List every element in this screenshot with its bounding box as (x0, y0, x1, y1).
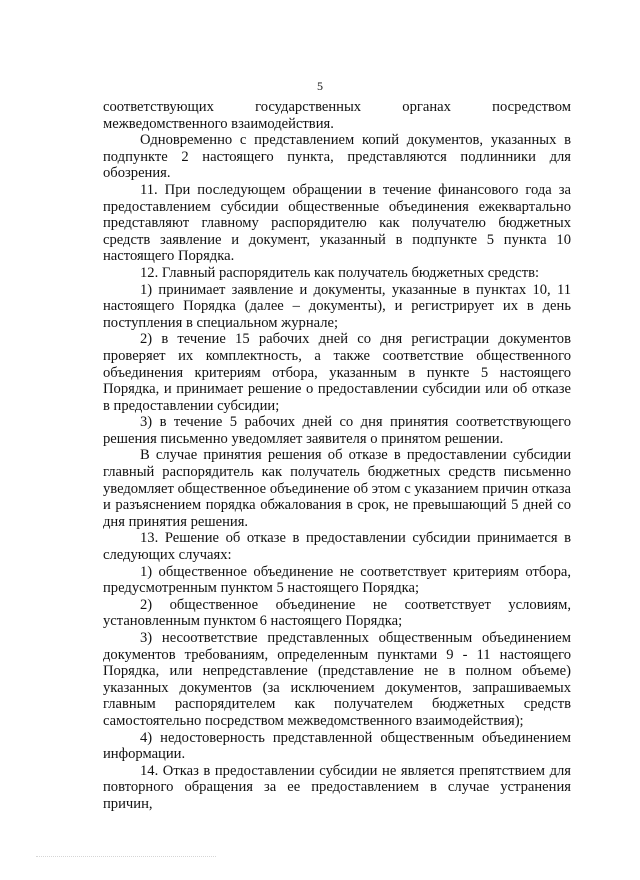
document-body (103, 99, 571, 813)
paragraph-item-12-1: 1) принимает заявление и документы, указанные в пунктах 10, 11 настоящего Порядка (далее – документы), и регистрирует их в день поступления в специальном журнале; (103, 281, 571, 331)
scan-footer-mark (36, 856, 216, 858)
paragraph-item-13-2-rest: установленным пунктом 6 настоящего Порядка; (103, 613, 403, 630)
paragraph-item-13-1: 1) общественное объединение не соответствует критериям отбора, предусмотренным пунктом 5 настоящего Порядка; (103, 563, 571, 597)
paragraph-item-13-3: 3) несоответствие представленных общественным объединением документов требованиям, определенным пунктами 9 - 11 настоящего Порядка, или непредставление (представление не в полном объеме) указанных документов (за исключением документов, запрашиваемых главным распорядителем как получателем бюджетных средств самостоятельно посредством межведомственного взаимодействия); (103, 630, 571, 729)
paragraph-item-13-2 (103, 597, 571, 630)
paragraph-item-12: 12. Главный распорядитель как получатель бюджетных средств: (140, 264, 540, 281)
paragraph-item-12-2: 2) в течение 15 рабочих дней со дня регистрации документов проверяет их комплектность, а также соответствие общественного объединения критериям отбора, указанным в пункте 5 настоящего Порядка, и принимает решение о предоставлении субсидии или об отказе в предоставлении субсидии; (103, 331, 571, 414)
paragraph-continuation: соответствующих государственных органах посредством межведомственного взаимодействия. (103, 99, 571, 132)
paragraph-item-12-3: 3) в течение 5 рабочих дней со дня принятия соответствующего решения письменно уведомляет заявителя о принятом решении. (103, 414, 571, 447)
paragraph-item-11: 11. При последующем обращении в течение финансового года за предоставлением субсидии общественные объединения ежеквартально представляют главному распорядителю как получателю бюджетных средств заявление и документ, указанный в подпункте 5 пункта 10 настоящего Порядка. (103, 181, 571, 265)
paragraph-item-13-4: 4) недостоверность представленной общественным объединением информации. (103, 729, 571, 763)
paragraph-originals: Одновременно с представлением копий документов, указанных в подпункте 2 настоящего пункта, представляются подлинники для обозрения. (103, 132, 571, 182)
paragraph-item-13: 13. Решение об отказе в предоставлении субсидии принимается в следующих случаях: (103, 530, 571, 564)
paragraph-item-14: 14. Отказ в предоставлении субсидии не является препятствием для повторного обращения за ее предоставлением в случае устранения причин, (103, 762, 571, 812)
paragraph-item-13-2-first-line: 2) общественное объединение не соответствует условиям, (140, 596, 571, 613)
page-number: 5 (317, 79, 323, 93)
paragraph-refusal-notice: В случае принятия решения об отказе в предоставлении субсидии главный распорядитель как получатель бюджетных средств письменно уведомляет общественное объединение об этом с указанием причин отказа и разъяснением порядка обжалования в срок, не превышающий 5 дней со дня принятия решения. (103, 447, 571, 530)
